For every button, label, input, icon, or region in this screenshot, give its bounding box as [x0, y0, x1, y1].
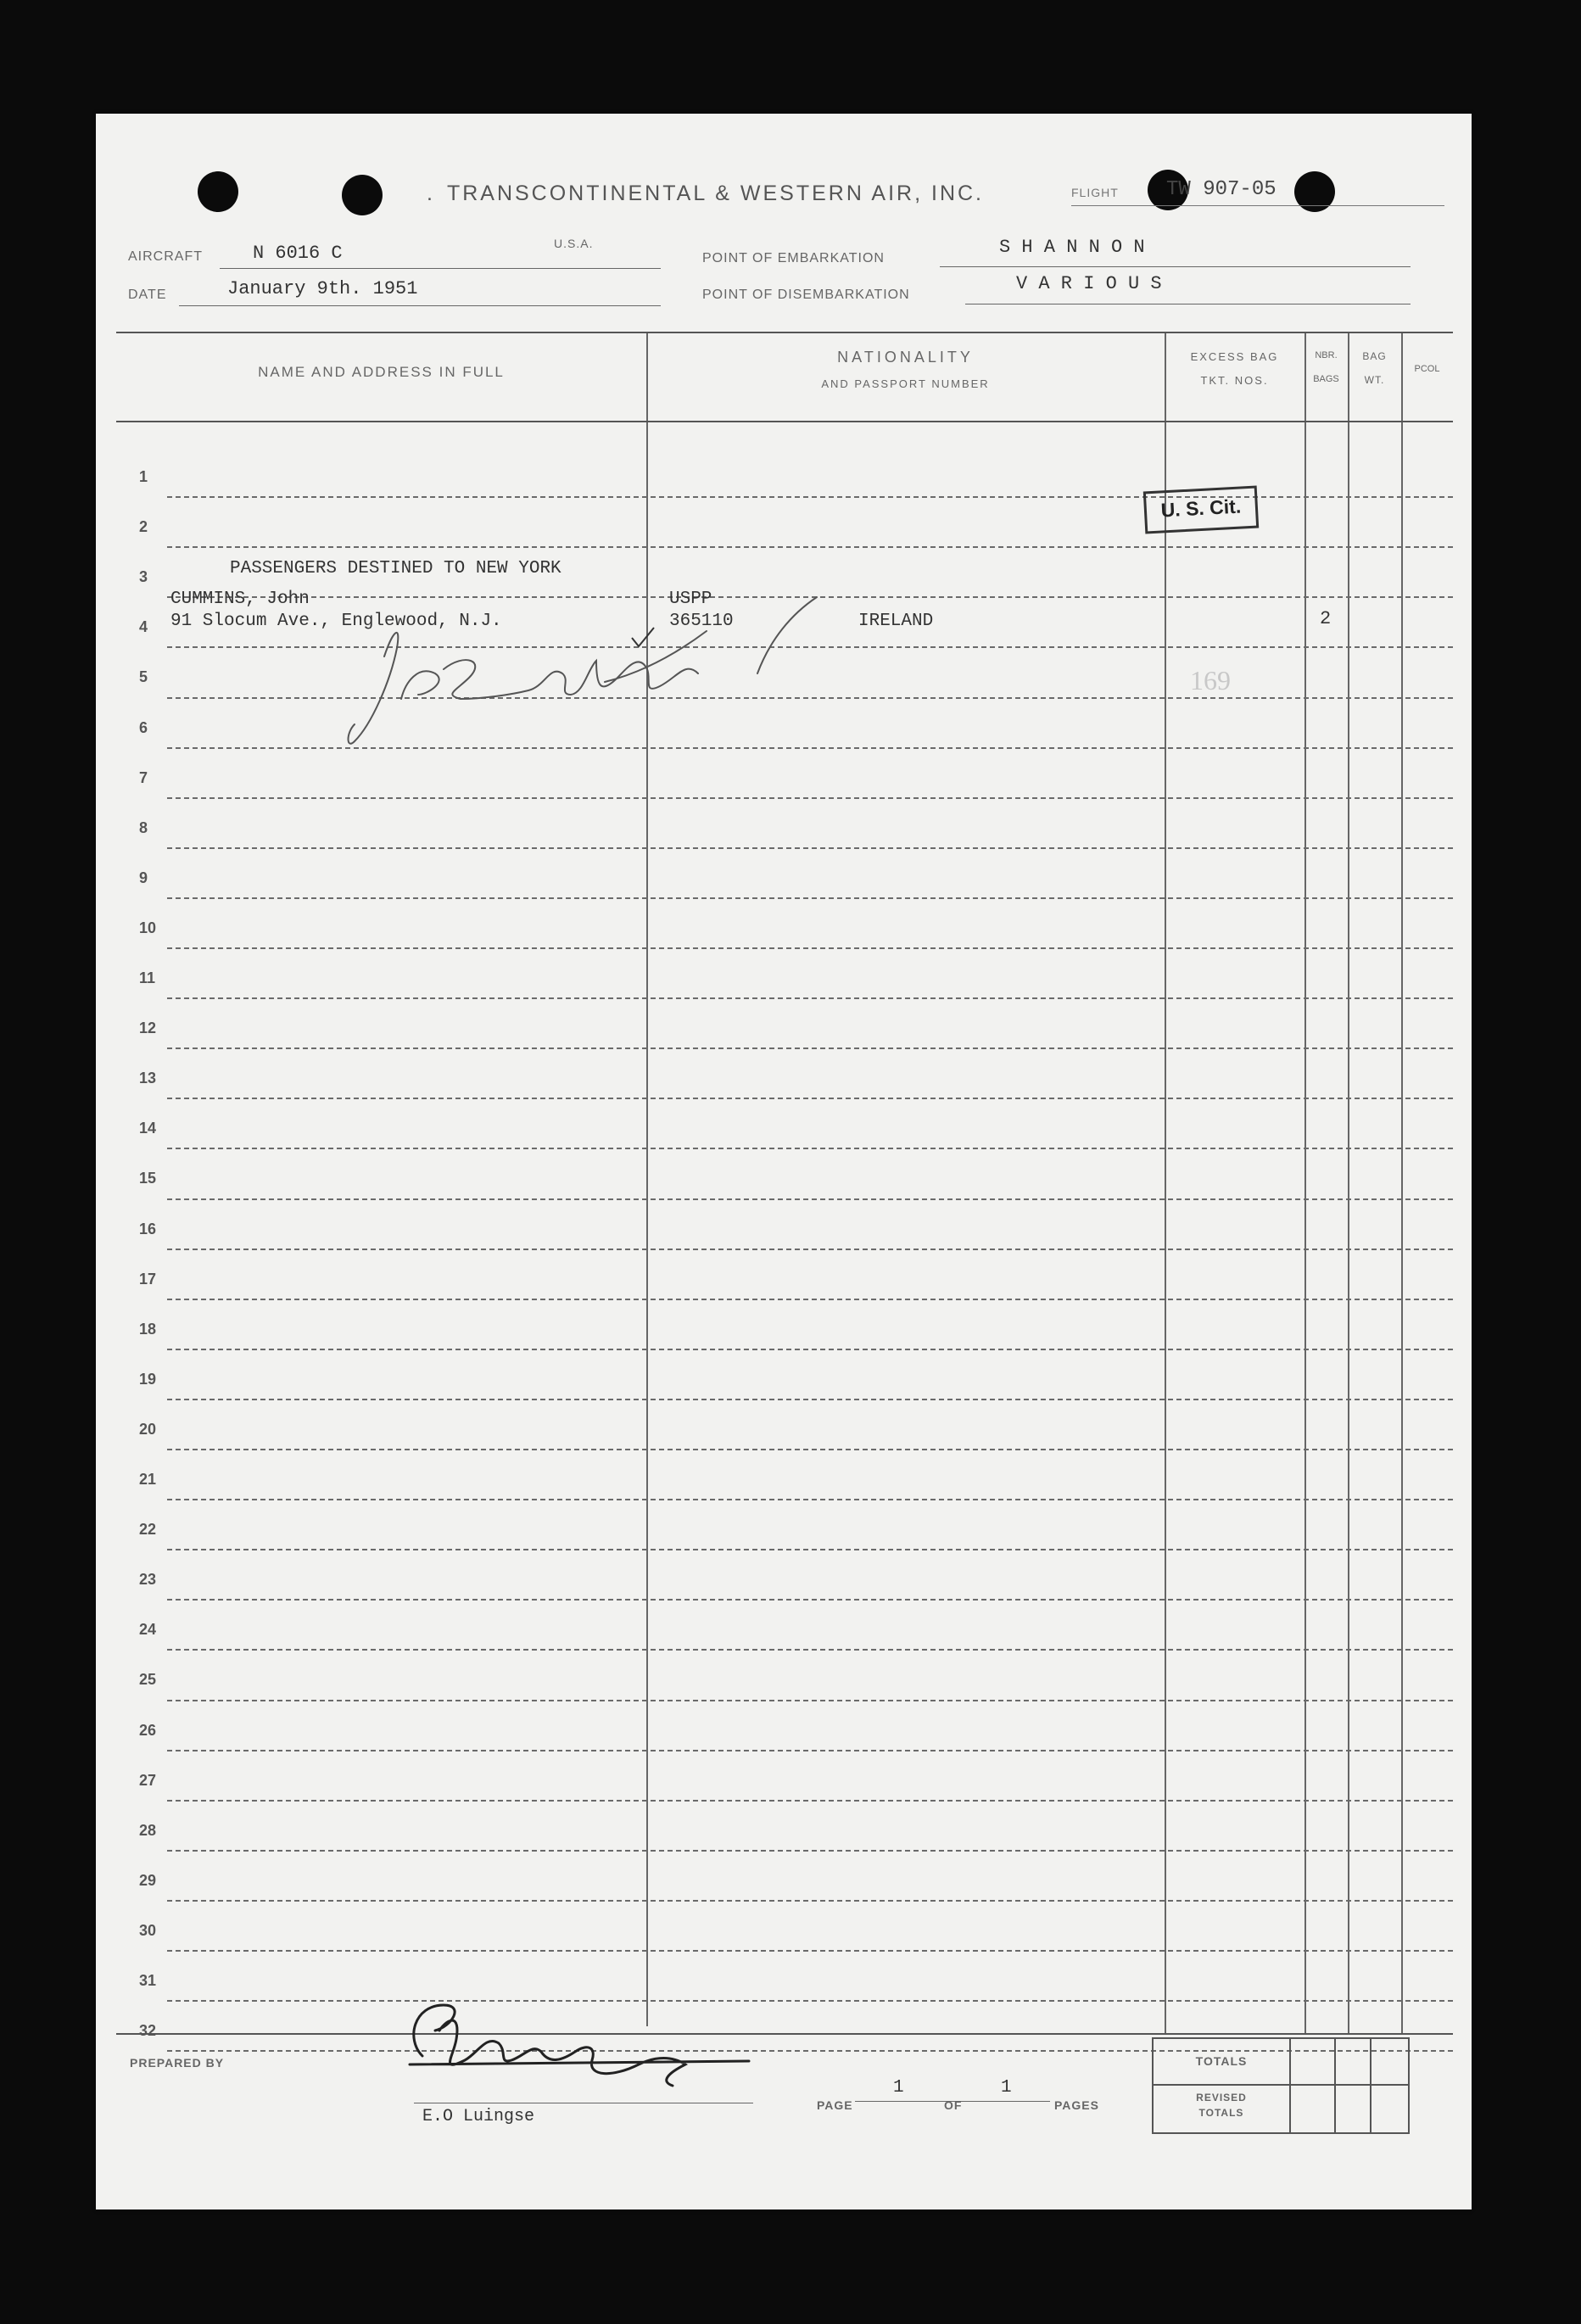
row-number: 16	[139, 1220, 157, 1237]
prepared-by-label: PREPARED BY	[130, 2056, 225, 2070]
row-number: 18	[139, 1320, 157, 1338]
row-rule	[167, 847, 1453, 849]
carrier-text: TRANSCONTINENTAL & WESTERN AIR, INC.	[446, 182, 985, 205]
row-rule	[167, 1850, 1453, 1852]
row-rule	[167, 1800, 1453, 1802]
passenger-table	[116, 332, 1453, 2040]
row-number: 23	[139, 1571, 157, 1589]
page-underline	[855, 2101, 1050, 2102]
row-number: 7	[139, 768, 148, 786]
row-number: 20	[139, 1420, 157, 1438]
preparer-name: E.O Luingse	[422, 2107, 535, 2126]
aircraft-value: N 6016 C	[253, 243, 343, 264]
col-header-passport: AND PASSPORT NUMBER	[821, 377, 990, 390]
embarkation-value: S H A N N O N	[999, 237, 1145, 258]
row-number: 8	[139, 818, 148, 836]
col-header-excess: EXCESS BAG	[1190, 350, 1279, 363]
row-number: 17	[139, 1270, 157, 1288]
row-rule	[167, 1047, 1453, 1049]
passenger-country: IRELAND	[858, 612, 934, 631]
row-number: 15	[139, 1170, 157, 1187]
passenger-name: CUMMINS, John	[170, 589, 310, 609]
row-rule	[167, 1098, 1453, 1099]
row-number: 22	[139, 1521, 157, 1539]
row-rule	[167, 797, 1453, 799]
punch-hole	[342, 175, 383, 215]
row-rule	[167, 1249, 1453, 1250]
row-rule	[167, 1750, 1453, 1751]
row-rule	[167, 2000, 1453, 2002]
row-rule	[167, 1649, 1453, 1651]
row-rule	[167, 697, 1453, 699]
row-number: 13	[139, 1070, 157, 1087]
us-citizen-stamp: U. S. Cit.	[1143, 486, 1259, 534]
disembarkation-label: POINT OF DISEMBARKATION	[702, 288, 910, 302]
row-rule	[167, 1599, 1453, 1601]
flight-number: TW 907-05	[1166, 178, 1277, 201]
embarkation-label: POINT OF EMBARKATION	[702, 251, 885, 265]
aircraft-label: AIRCRAFT	[128, 249, 203, 264]
punch-hole	[198, 171, 238, 212]
bag-count: 2	[1320, 608, 1332, 629]
destination-note: PASSENGERS DESTINED TO NEW YORK	[230, 559, 561, 578]
row-number: 10	[139, 919, 157, 936]
page-total: 1	[1001, 2078, 1012, 2098]
header-rule	[116, 421, 1453, 422]
row-number: 11	[139, 969, 156, 986]
row-rule	[167, 747, 1453, 749]
col-header-nbr-2: BAGS	[1313, 374, 1339, 384]
col-divider	[646, 332, 648, 2026]
row-rule	[167, 997, 1453, 999]
row-number: 14	[139, 1120, 157, 1137]
row-number: 4	[139, 618, 148, 636]
row-number: 6	[139, 718, 148, 736]
col-divider	[1165, 332, 1166, 2033]
of-label: OF	[944, 2098, 963, 2112]
row-number: 32	[139, 2022, 157, 2040]
row-rule	[167, 1499, 1453, 1500]
col-header-name: NAME AND ADDRESS IN FULL	[258, 364, 505, 380]
row-rule	[167, 646, 1453, 648]
row-number: 2	[139, 518, 148, 536]
table-bottom-rule	[116, 2033, 1453, 2035]
col-divider	[1304, 332, 1306, 2033]
page-label: PAGE	[817, 2098, 853, 2112]
pages-label: PAGES	[1054, 2098, 1099, 2112]
passport-number: 365110	[669, 612, 734, 631]
col-header-pcol: PCOL	[1414, 364, 1440, 374]
row-rule	[167, 1950, 1453, 1952]
row-number: 5	[139, 668, 148, 686]
manifest-page	[96, 114, 1472, 2209]
row-rule	[167, 947, 1453, 949]
row-number: 1	[139, 468, 148, 485]
col-divider	[1348, 332, 1349, 2033]
row-rule	[167, 596, 1453, 598]
row-rule	[167, 1299, 1453, 1300]
col-divider	[1401, 332, 1403, 2033]
row-rule	[167, 1549, 1453, 1550]
row-number: 25	[139, 1671, 157, 1689]
row-number: 24	[139, 1621, 157, 1639]
row-number: 31	[139, 1972, 157, 1989]
row-rule	[167, 1349, 1453, 1350]
row-number: 12	[139, 1020, 157, 1037]
row-rule	[167, 1449, 1453, 1450]
row-number: 29	[139, 1871, 157, 1889]
row-rule	[167, 1198, 1453, 1200]
col-header-excess-2: TKT. NOS.	[1200, 374, 1269, 387]
embarkation-underline	[940, 266, 1411, 267]
col-header-nationality: NATIONALITY	[837, 349, 974, 366]
date-label: DATE	[128, 288, 167, 302]
date-underline	[179, 305, 661, 306]
row-rule	[167, 546, 1453, 548]
date-value: January 9th. 1951	[227, 278, 418, 299]
totals-label: TOTALS	[1195, 2054, 1248, 2068]
carrier-name: . TRANSCONTINENTAL & WESTERN AIR, INC.	[427, 182, 985, 205]
col-header-nbr: NBR.	[1315, 350, 1338, 360]
disembarkation-value: V A R I O U S	[1016, 273, 1162, 294]
passport-type: USPP	[669, 589, 712, 609]
table-top-rule	[116, 332, 1453, 333]
row-rule	[167, 1900, 1453, 1902]
row-number: 21	[139, 1471, 157, 1488]
row-number: 19	[139, 1370, 157, 1388]
row-rule	[167, 496, 1453, 498]
row-rule	[167, 1700, 1453, 1701]
row-number: 3	[139, 568, 148, 586]
passenger-address: 91 Slocum Ave., Englewood, N.J.	[170, 612, 502, 631]
col-header-bagwt-2: WT.	[1364, 374, 1385, 386]
revised-totals-label-2: TOTALS	[1198, 2107, 1244, 2119]
flight-label: FLIGHT	[1071, 186, 1119, 199]
row-rule	[167, 897, 1453, 899]
country-label: U.S.A.	[554, 237, 594, 250]
row-number: 28	[139, 1821, 157, 1839]
totals-box	[1152, 2037, 1410, 2134]
row-rule	[167, 1399, 1453, 1400]
col-header-bagwt: BAG	[1362, 350, 1387, 362]
row-number: 9	[139, 869, 148, 886]
faint-number: 169	[1190, 665, 1231, 696]
page-number: 1	[893, 2078, 904, 2098]
flight-underline	[1071, 205, 1444, 206]
row-number: 26	[139, 1721, 157, 1739]
row-number: 30	[139, 1921, 157, 1939]
row-number: 27	[139, 1771, 157, 1789]
revised-totals-label: REVISED	[1196, 2092, 1247, 2103]
row-rule	[167, 1148, 1453, 1149]
aircraft-underline	[220, 268, 661, 269]
